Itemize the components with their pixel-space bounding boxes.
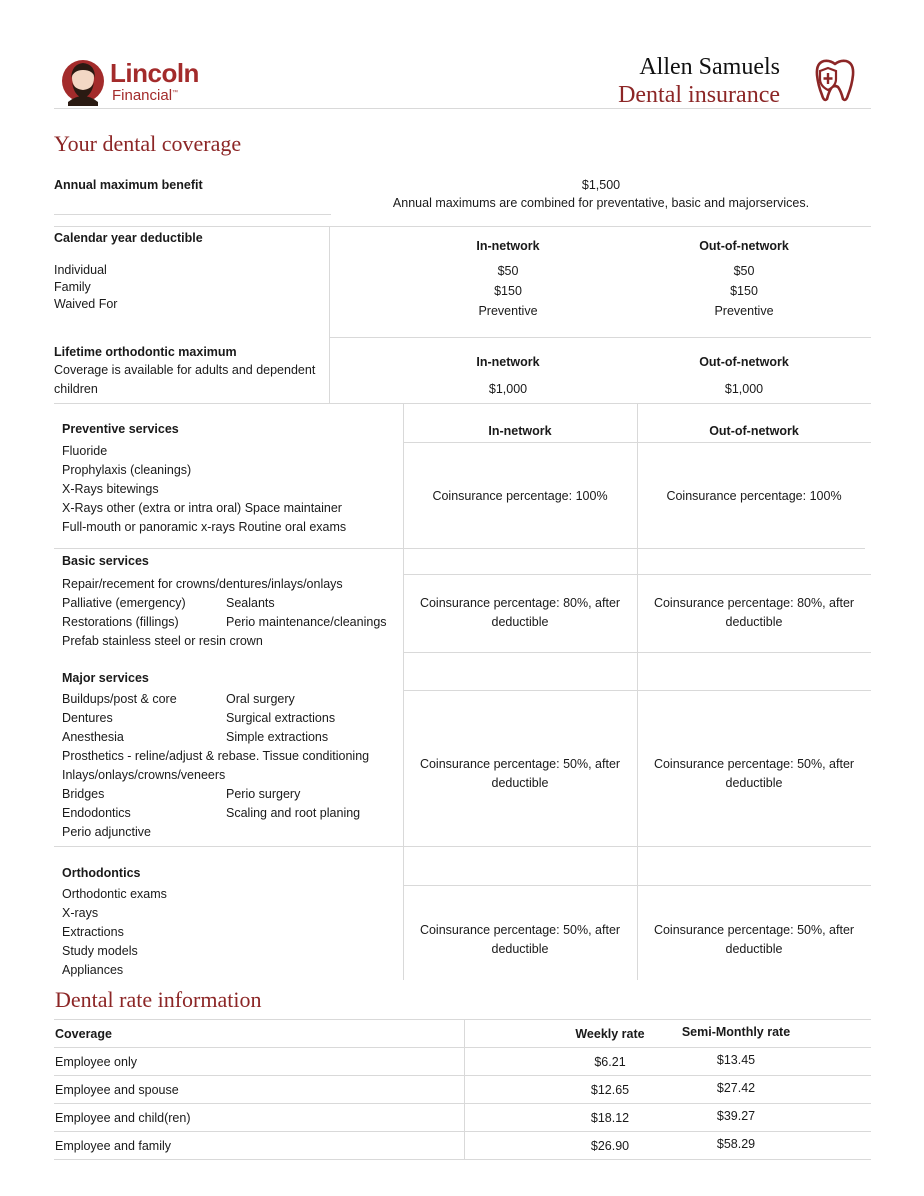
- orthodontics-items: [62, 885, 167, 980]
- rate-weekly: $6.21: [594, 1055, 626, 1069]
- ortho-max-out-header: Out-of-network: [699, 355, 789, 369]
- table-row: [0, 1081, 924, 1101]
- basic-out-value: Coinsurance percentage: 80%, after deductible: [653, 596, 855, 629]
- major-in-value: Coinsurance percentage: 50%, after deductible: [419, 757, 621, 790]
- deductible-label: Calendar year deductible: [54, 231, 203, 245]
- brand-sub: Financial™: [112, 87, 179, 104]
- list-item: Inlays/onlays/crowns/veneers: [62, 768, 226, 782]
- ortho-max-out-value: $1,000: [724, 382, 764, 396]
- services-in-header: In-network: [488, 424, 552, 438]
- lincoln-portrait-icon: [62, 56, 108, 106]
- rates-header-semimonthly: Semi-Monthly rate: [681, 1025, 791, 1039]
- rate-coverage: Employee only: [55, 1055, 137, 1069]
- person-name: Allen Samuels: [639, 54, 780, 80]
- rate-semimonthly: $39.27: [716, 1109, 756, 1123]
- list-item: Repair/recement for crowns/dentures/inlays/onlays: [62, 577, 343, 591]
- list-item: Study models: [62, 944, 138, 958]
- rates-title: Dental rate information: [55, 987, 262, 1012]
- deductible-row-family: Family: [54, 280, 91, 294]
- brand-name: Lincoln: [110, 58, 199, 88]
- deductible-out-waived: Preventive: [714, 304, 774, 318]
- list-item: X-Rays other (extra or intra oral) Space maintainer: [62, 501, 342, 515]
- coverage-title: Your dental coverage: [54, 131, 242, 156]
- list-item: Palliative (emergency) Sealants: [62, 596, 275, 610]
- list-item: Anesthesia Simple extractions: [62, 730, 329, 744]
- basic-items: [62, 575, 387, 651]
- annual-max-note: Annual maximums are combined for preventative, basic and majorservices.: [392, 196, 810, 210]
- orthodontics-in-value: Coinsurance percentage: 50%, after deductible: [419, 923, 621, 956]
- annual-max-label: Annual maximum benefit: [54, 178, 203, 192]
- rate-semimonthly: $58.29: [716, 1137, 756, 1151]
- preventive-label: Preventive services: [62, 422, 179, 436]
- deductible-rows: [54, 262, 117, 313]
- basic-in-value: Coinsurance percentage: 80%, after deductible: [419, 596, 621, 629]
- deductible-out-individual: $50: [733, 264, 755, 278]
- table-row: [0, 1137, 924, 1157]
- doc-title: Dental insurance: [618, 82, 780, 108]
- deductible-in-header: In-network: [476, 239, 540, 253]
- services-out-header: Out-of-network: [709, 424, 799, 438]
- ortho-max-in-value: $1,000: [488, 382, 528, 396]
- table-row: [0, 1109, 924, 1129]
- rate-coverage: Employee and spouse: [55, 1083, 179, 1097]
- rate-weekly: $18.12: [590, 1111, 630, 1125]
- ortho-max-desc: Coverage is available for adults and dependent children: [54, 363, 316, 396]
- list-item: Endodontics Scaling and root planing: [62, 806, 361, 820]
- list-item: Dentures Surgical extractions: [62, 711, 336, 725]
- list-item: Perio adjunctive: [62, 825, 151, 839]
- rates-header-weekly: Weekly rate: [575, 1027, 645, 1041]
- orthodontics-out-value: Coinsurance percentage: 50%, after deductible: [653, 923, 855, 956]
- list-item: X-Rays bitewings: [62, 482, 159, 496]
- list-item: Buildups/post & core Oral surgery: [62, 692, 295, 706]
- ortho-max-in-header: In-network: [476, 355, 540, 369]
- major-out-value: Coinsurance percentage: 50%, after deductible: [653, 757, 855, 790]
- rate-coverage: Employee and child(ren): [55, 1111, 191, 1125]
- deductible-out-header: Out-of-network: [699, 239, 789, 253]
- list-item: Extractions: [62, 925, 124, 939]
- orthodontics-label: Orthodontics: [62, 866, 141, 880]
- list-item: Prosthetics - reline/adjust & rebase. Tissue conditioning: [62, 749, 370, 763]
- preventive-out-value: Coinsurance percentage: 100%: [666, 489, 842, 503]
- rate-coverage: Employee and family: [55, 1139, 172, 1153]
- deductible-out-family: $150: [730, 284, 758, 298]
- major-items: [62, 690, 369, 842]
- tooth-shield-icon: [812, 55, 858, 105]
- basic-label: Basic services: [62, 554, 149, 568]
- preventive-items: [62, 442, 346, 537]
- deductible-out-values: [644, 262, 844, 322]
- rates-header-coverage: Coverage: [55, 1027, 112, 1041]
- list-item: X-rays: [62, 906, 99, 920]
- list-item: Bridges Perio surgery: [62, 787, 301, 801]
- list-item: Orthodontic exams: [62, 887, 167, 901]
- deductible-row-waived: Waived For: [54, 297, 118, 311]
- rate-semimonthly: $13.45: [716, 1053, 756, 1067]
- rate-semimonthly: $27.42: [716, 1081, 756, 1095]
- list-item: Prophylaxis (cleanings): [62, 463, 192, 477]
- list-item: Appliances: [62, 963, 124, 977]
- list-item: Full-mouth or panoramic x-rays Routine oral exams: [62, 520, 347, 534]
- deductible-in-individual: $50: [497, 264, 519, 278]
- rate-weekly: $12.65: [590, 1083, 630, 1097]
- ortho-max-label: Lifetime orthodontic maximum: [54, 345, 237, 359]
- deductible-in-values: [408, 262, 608, 322]
- deductible-in-waived: Preventive: [478, 304, 538, 318]
- list-item: Fluoride: [62, 444, 108, 458]
- list-item: Prefab stainless steel or resin crown: [62, 634, 263, 648]
- major-label: Major services: [62, 671, 149, 685]
- preventive-in-value: Coinsurance percentage: 100%: [432, 489, 608, 503]
- table-row: [0, 1053, 924, 1073]
- deductible-in-family: $150: [494, 284, 522, 298]
- list-item: Restorations (fillings) Perio maintenance/cleanings: [62, 615, 387, 629]
- brand-logo: [62, 56, 212, 106]
- deductible-row-individual: Individual: [54, 263, 107, 277]
- annual-max-value: $1,500: [581, 178, 621, 192]
- rate-weekly: $26.90: [590, 1139, 630, 1153]
